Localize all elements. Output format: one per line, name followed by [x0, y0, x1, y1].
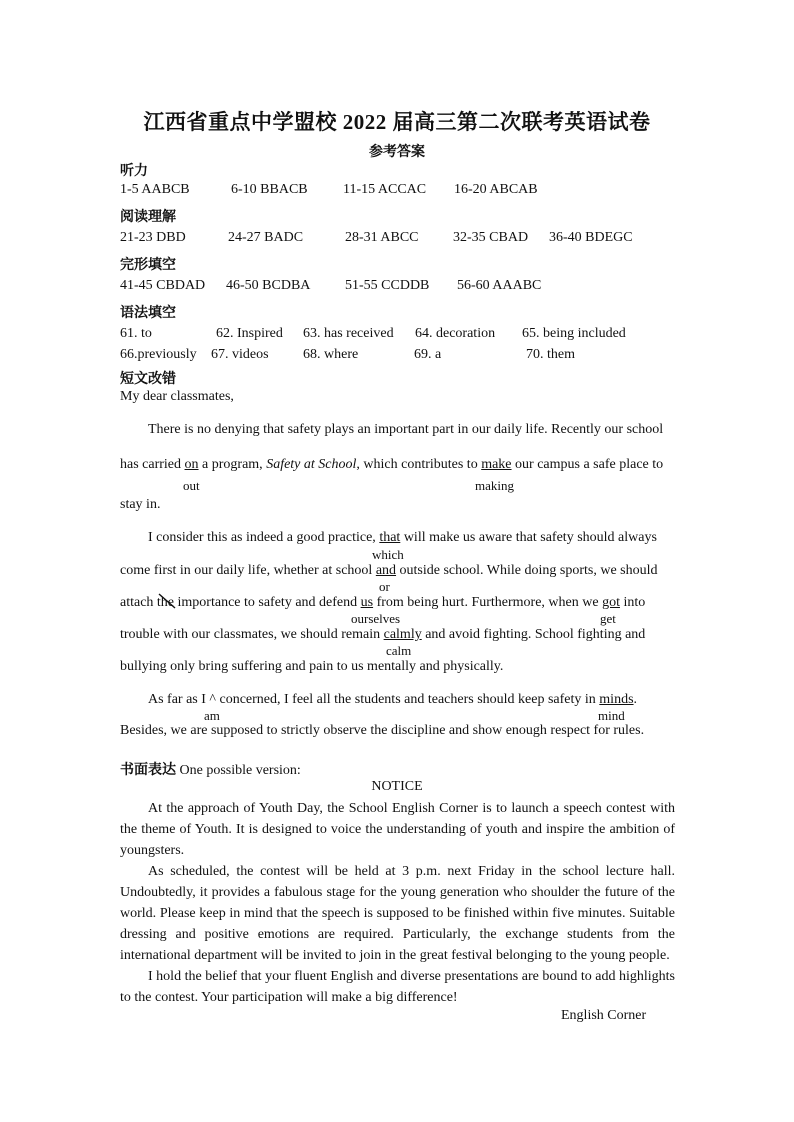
- cloze-heading: 完形填空: [120, 258, 176, 273]
- notice-body: [120, 798, 675, 1008]
- letter-greeting: My dear classmates,: [120, 389, 234, 404]
- answer-group: 41-45 CBDAD: [120, 278, 206, 293]
- correction-word: ourselves: [351, 611, 401, 626]
- answer-group: 21-23 DBD: [120, 230, 186, 245]
- error-word: us: [360, 595, 374, 610]
- text: will make us aware that safety should always: [400, 530, 657, 545]
- correction-word: out: [183, 478, 200, 493]
- error-word: got: [602, 595, 620, 610]
- text: , which contributes to: [356, 457, 482, 472]
- passage-line: [148, 692, 637, 708]
- answer-item: 64. decoration: [415, 326, 496, 341]
- error-word: calmly: [383, 627, 422, 642]
- text: a program,: [198, 457, 267, 472]
- correction-word: making: [475, 478, 514, 493]
- notice-paragraph: I hold the belief that your fluent English and diverse presentations are bound to add highlights to the contest. Your participation will make a big difference!: [120, 969, 675, 1005]
- correction-word: mind: [598, 708, 625, 723]
- writing-heading-line: [120, 759, 301, 779]
- correction-word: or: [379, 579, 390, 594]
- correction-word: calm: [386, 643, 412, 658]
- delete-mark-icon: [157, 593, 177, 609]
- notice-paragraph: At the approach of Youth Day, the School English Corner is to launch a speech contest with the theme of Youth. It is designed to voice the understanding of youth and inspire the ambition of youngsters.: [120, 801, 675, 858]
- passage-line: There is no denying that safety plays an important part in our daily life. Recently our school: [148, 422, 664, 437]
- passage-line: [120, 595, 645, 611]
- passage-line: [120, 457, 663, 473]
- answer-group: 51-55 CCDDB: [345, 278, 430, 293]
- correction-word: get: [600, 611, 616, 626]
- text: .: [633, 692, 638, 707]
- text: has carried: [120, 457, 185, 472]
- answer-group: 24-27 BADC: [228, 230, 304, 245]
- writing-intro: One possible version:: [176, 763, 301, 778]
- text: into: [619, 595, 646, 610]
- answer-group: 56-60 AAABC: [457, 278, 542, 293]
- passage-line: [120, 563, 658, 579]
- answer-item: 63. has received: [303, 326, 394, 341]
- reading-heading: 阅读理解: [120, 210, 176, 225]
- signature: English Corner: [561, 1008, 647, 1023]
- listening-heading: 听力: [120, 164, 148, 179]
- passage-line: Besides, we are supposed to strictly observe the discipline and show enough respect for rules.: [120, 723, 645, 738]
- grammar-heading: 语法填空: [120, 306, 176, 321]
- answer-group: 16-20 ABCAB: [454, 182, 538, 197]
- notice-paragraph: As scheduled, the contest will be held at 3 p.m. next Friday in the school lecture hall. Undoubtedly, it provides a fabulous stage for the young generation who shoulder the future of the world. Please keep in mind that the speech is supposed to be finished within five minutes. Suitable dressing and positive emotions are required. Particularly, the exchange students from the international department will be invited to join in the great festival belonging to the young people.: [120, 864, 675, 963]
- passage-line: [120, 627, 645, 643]
- answer-item: 61. to: [120, 326, 152, 341]
- error-word: and: [375, 563, 397, 578]
- document-subtitle: 参考答案: [369, 145, 425, 160]
- answer-item: 69. a: [414, 347, 442, 362]
- correction-word: am: [204, 708, 220, 723]
- answer-item: 62. Inspired: [216, 326, 283, 341]
- text: from being hurt. Furthermore, when we: [373, 595, 603, 610]
- answer-group: 11-15 ACCAC: [343, 182, 427, 197]
- text: our campus a safe place to: [511, 457, 664, 472]
- correction-heading: 短文改错: [120, 372, 176, 387]
- text: trouble with our classmates, we should remain: [120, 627, 384, 642]
- program-title: Safety at School: [266, 457, 357, 472]
- answer-group: 32-35 CBAD: [453, 230, 529, 245]
- error-word: that: [379, 530, 401, 545]
- text: As far as I ^ concerned, I feel all the students and teachers should keep safety in: [148, 692, 600, 707]
- notice-title: NOTICE: [371, 779, 423, 794]
- error-word: make: [481, 457, 512, 472]
- answer-group: 46-50 BCDBA: [226, 278, 311, 293]
- answer-group: 36-40 BDEGC: [549, 230, 633, 245]
- text: I consider this as indeed a good practice,: [148, 530, 380, 545]
- answer-item: 66.previously: [120, 347, 197, 362]
- text: importance to safety and defend: [174, 595, 361, 610]
- deleted-word: the: [156, 595, 175, 610]
- passage-line: stay in.: [120, 497, 161, 512]
- text: attach: [120, 595, 157, 610]
- text: outside school. While doing sports, we should: [396, 563, 658, 578]
- answer-item: 70. them: [526, 347, 575, 362]
- answer-item: 67. videos: [211, 347, 269, 362]
- correction-word: which: [372, 547, 404, 562]
- error-word: on: [184, 457, 199, 472]
- error-word: minds: [599, 692, 634, 707]
- answer-group: 6-10 BBACB: [231, 182, 308, 197]
- passage-line: [148, 530, 657, 546]
- passage-line: bullying only bring suffering and pain to us mentally and physically.: [120, 659, 504, 674]
- document-title: 江西省重点中学盟校 2022 届高三第二次联考英语试卷: [143, 110, 651, 134]
- answer-item: 65. being included: [522, 326, 626, 341]
- answer-group: 1-5 AABCB: [120, 182, 190, 197]
- answer-group: 28-31 ABCC: [345, 230, 419, 245]
- answer-item: 68. where: [303, 347, 359, 362]
- writing-heading: 书面表达: [120, 763, 176, 778]
- text: come first in our daily life, whether at school: [120, 563, 376, 578]
- text: and avoid fighting. School fighting and: [421, 627, 646, 642]
